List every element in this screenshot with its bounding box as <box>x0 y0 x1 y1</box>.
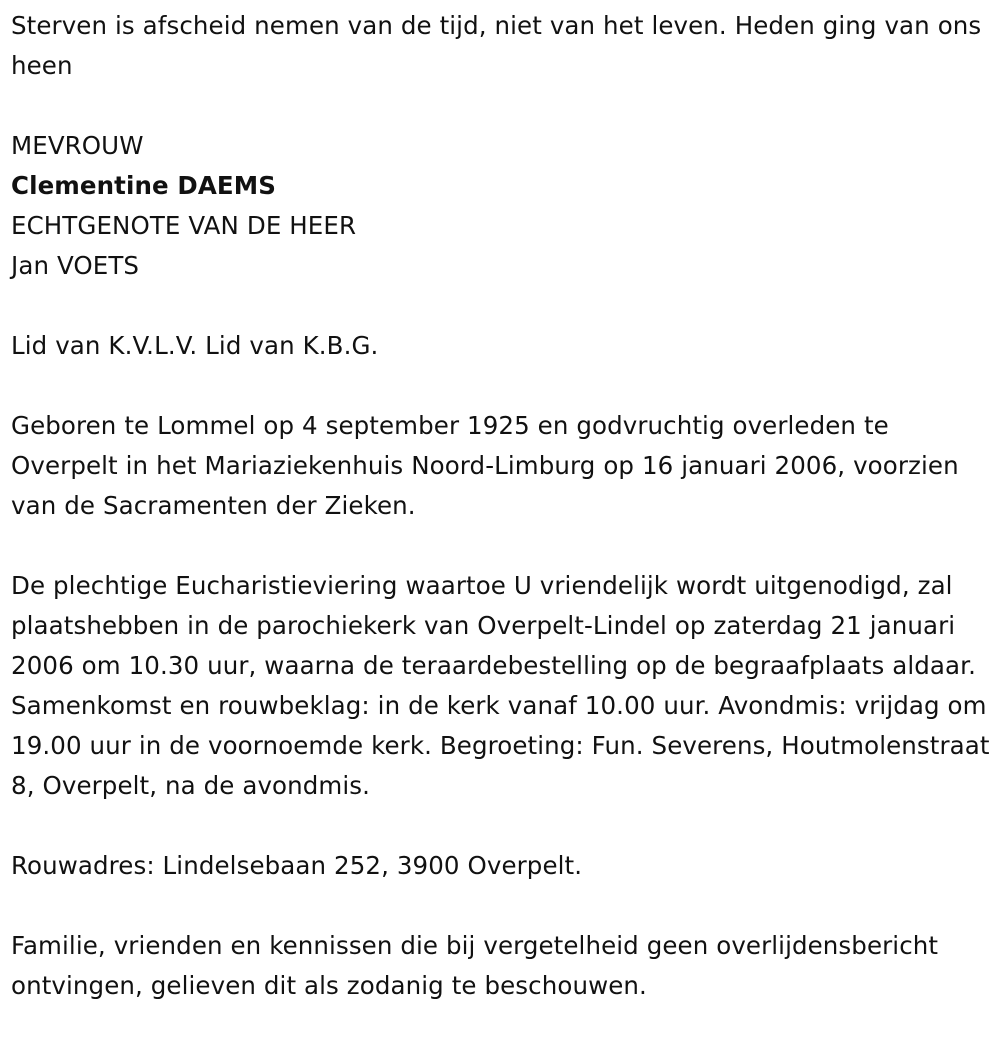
spacer <box>11 366 991 406</box>
spacer <box>11 86 991 126</box>
closing-paragraph: Familie, vrienden en kennissen die bij vergetelheid geen overlijdensbericht ontvingen, gelieven dit als zodanig te beschouwen. <box>11 931 939 1000</box>
spacer <box>11 806 991 846</box>
spacer <box>11 286 991 326</box>
deceased-name: Clementine DAEMS <box>11 171 276 200</box>
spacer <box>11 526 991 566</box>
spacer <box>11 886 991 926</box>
mourning-address: Rouwadres: Lindelsebaan 252, 3900 Overpelt. <box>11 851 583 880</box>
spouse-name: Jan VOETS <box>11 251 140 280</box>
obituary-notice <box>11 6 991 1006</box>
memberships-text: Lid van K.V.L.V. Lid van K.B.G. <box>11 331 379 360</box>
relation-text: ECHTGENOTE VAN DE HEER <box>11 211 357 240</box>
title-prefix: MEVROUW <box>11 131 144 160</box>
birth-death-paragraph: Geboren te Lommel op 4 september 1925 en godvruchtig overleden te Overpelt in het Mariaziekenhuis Noord-Limburg op 16 januari 2006, voorzien van de Sacramenten der Zieken. <box>11 411 959 520</box>
ceremony-paragraph: De plechtige Eucharistieviering waartoe U vriendelijk wordt uitgenodigd, zal plaatshebben in de parochiekerk van Overpelt-Lindel op zaterdag 21 januari 2006 om 10.30 uur, waarna de teraardebestelling op de begraafplaats aldaar. Samenkomst en rouwbeklag: in de kerk vanaf 10.00 uur. Avondmis: vrijdag om 19.00 uur in de voornoemde kerk. Begroeting: Fun. Severens, Houtmolenstraat 8, Overpelt, na de avondmis. <box>11 571 990 800</box>
intro-text: Sterven is afscheid nemen van de tijd, niet van het leven. Heden ging van ons heen <box>11 11 982 80</box>
